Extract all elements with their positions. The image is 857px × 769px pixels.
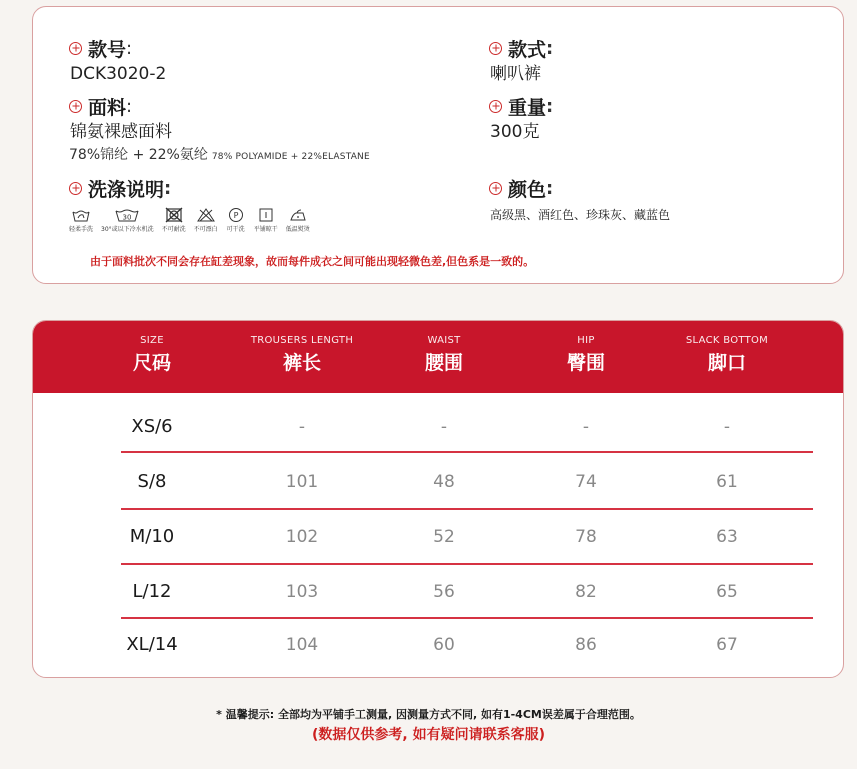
- do-not-tumble-dry-icon: [164, 207, 184, 223]
- cell-length: 101: [285, 472, 319, 492]
- low-iron-icon: [288, 207, 308, 223]
- style-value: 喇叭裤: [490, 64, 541, 84]
- table-header: [33, 321, 843, 393]
- weight-value: 300克: [490, 122, 540, 142]
- hand-wash-icon: [71, 207, 91, 223]
- fabric-label: 面料: [88, 96, 127, 119]
- cell-bottom: 67: [716, 635, 738, 655]
- table-row: [33, 399, 843, 455]
- table-row: [33, 617, 843, 673]
- cell-size: S/8: [137, 471, 167, 492]
- table-row: [33, 454, 843, 510]
- care-item: [162, 207, 186, 233]
- row-divider: [121, 451, 813, 453]
- fabric-sep: :: [126, 95, 133, 117]
- composition-cn: 78%锦纶 + 22%氨纶: [69, 147, 208, 163]
- table-row: [33, 564, 843, 620]
- cell-hip: 74: [575, 472, 597, 492]
- col-zh: 臀围: [566, 352, 605, 374]
- color-sep: :: [546, 177, 554, 199]
- care-label: 平铺晾干: [253, 226, 278, 233]
- cell-hip: 86: [575, 635, 597, 655]
- cell-length: 104: [285, 635, 319, 655]
- cell-hip: 82: [575, 582, 597, 602]
- col-en: TROUSERS LENGTH: [250, 335, 354, 346]
- weight-sep: :: [546, 95, 554, 117]
- plus-circle-icon: [489, 42, 502, 55]
- washing-sep: :: [164, 177, 172, 199]
- care-label: 不可漂白: [193, 226, 218, 233]
- color-label: 颜色: [508, 178, 547, 201]
- col-slack-bottom: [657, 335, 797, 375]
- cell-size: M/10: [129, 526, 175, 547]
- cell-bottom: 61: [716, 472, 738, 492]
- flat-dry-icon: [256, 207, 276, 223]
- cell-hip: -: [582, 417, 590, 437]
- care-label: 低温熨烫: [285, 226, 310, 233]
- col-en: WAIST: [427, 335, 461, 346]
- style-field: [489, 35, 553, 85]
- cell-size: XL/14: [126, 634, 178, 655]
- col-hip: [516, 335, 656, 375]
- cell-length: 103: [285, 582, 319, 602]
- col-zh: 脚口: [707, 352, 746, 374]
- style-sep: :: [546, 37, 554, 59]
- washing-label: 洗涤说明: [88, 178, 165, 201]
- table-row: [33, 509, 843, 565]
- machine-wash-30-icon: [114, 207, 140, 223]
- plus-circle-icon: [489, 182, 502, 195]
- cell-bottom: -: [723, 417, 731, 437]
- care-label: 不可耐洗: [161, 226, 186, 233]
- style-number-label: 款号: [88, 38, 127, 61]
- weight-label: 重量: [508, 96, 547, 119]
- cell-bottom: 65: [716, 582, 738, 602]
- care-item: [226, 207, 246, 233]
- dry-clean-mark: P: [233, 211, 239, 220]
- col-zh: 尺码: [132, 352, 171, 374]
- wash-temp: 30: [122, 213, 132, 222]
- cell-waist: -: [440, 417, 448, 437]
- fabric-field: [69, 93, 370, 164]
- care-item: [101, 207, 154, 233]
- col-size: [82, 335, 222, 375]
- plus-circle-icon: [489, 100, 502, 113]
- col-waist: [374, 335, 514, 375]
- col-en: SIZE: [140, 335, 164, 346]
- col-trousers-length: [232, 335, 372, 375]
- care-item: [69, 207, 93, 233]
- cell-length: -: [298, 417, 306, 437]
- dry-clean-p-icon: [226, 207, 246, 223]
- cell-waist: 52: [433, 527, 455, 547]
- cell-size: L/12: [132, 581, 172, 602]
- care-label: 30°或以下冷水机洗: [101, 226, 154, 233]
- col-zh: 腰围: [424, 352, 463, 374]
- cell-waist: 48: [433, 472, 455, 492]
- col-en: HIP: [577, 335, 595, 346]
- color-difference-notice: 由于面料批次不同会存在缸差现象，故而每件成衣之间可能出现轻微色差,但色系是一致的。: [90, 255, 535, 268]
- col-zh: 裤长: [282, 352, 321, 374]
- care-label: 可干洗: [226, 226, 245, 233]
- fabric-composition: [69, 144, 370, 164]
- washing-field: [69, 175, 318, 233]
- care-item: [286, 207, 310, 233]
- reference-disclaimer: (数据仅供参考, 如有疑问请联系客服): [312, 727, 545, 743]
- care-item: [254, 207, 278, 233]
- measurement-tip: * 温馨提示: 全部均为平铺手工测量, 因测量方式不同, 如有1-4CM误差属于合理范围。: [216, 708, 641, 721]
- style-number-sep: :: [126, 37, 133, 59]
- cell-size: XS/6: [131, 416, 173, 437]
- do-not-bleach-icon: [196, 207, 216, 223]
- cell-bottom: 63: [716, 527, 738, 547]
- composition-en: 78% POLYAMIDE + 22%ELASTANE: [211, 152, 370, 162]
- care-label: 轻柔手洗: [69, 226, 94, 233]
- style-number-value: DCK3020-2: [70, 64, 167, 84]
- cell-waist: 60: [433, 635, 455, 655]
- product-info-card: [32, 6, 844, 284]
- plus-circle-icon: [69, 42, 82, 55]
- color-value: 高级黑、酒红色、珍珠灰、藏蓝色: [490, 208, 671, 222]
- weight-field: [489, 93, 553, 143]
- size-table: [32, 320, 844, 678]
- plus-circle-icon: [69, 182, 82, 195]
- care-icons: [69, 207, 318, 233]
- care-item: [194, 207, 218, 233]
- style-number-field: [69, 35, 166, 85]
- cell-hip: 78: [575, 527, 597, 547]
- fabric-value: 锦氨裸感面料: [70, 122, 172, 142]
- color-field: [489, 175, 670, 226]
- plus-circle-icon: [69, 100, 82, 113]
- style-label: 款式: [508, 38, 547, 61]
- cell-waist: 56: [433, 582, 455, 602]
- cell-length: 102: [285, 527, 319, 547]
- col-en: SLACK BOTTOM: [685, 335, 769, 346]
